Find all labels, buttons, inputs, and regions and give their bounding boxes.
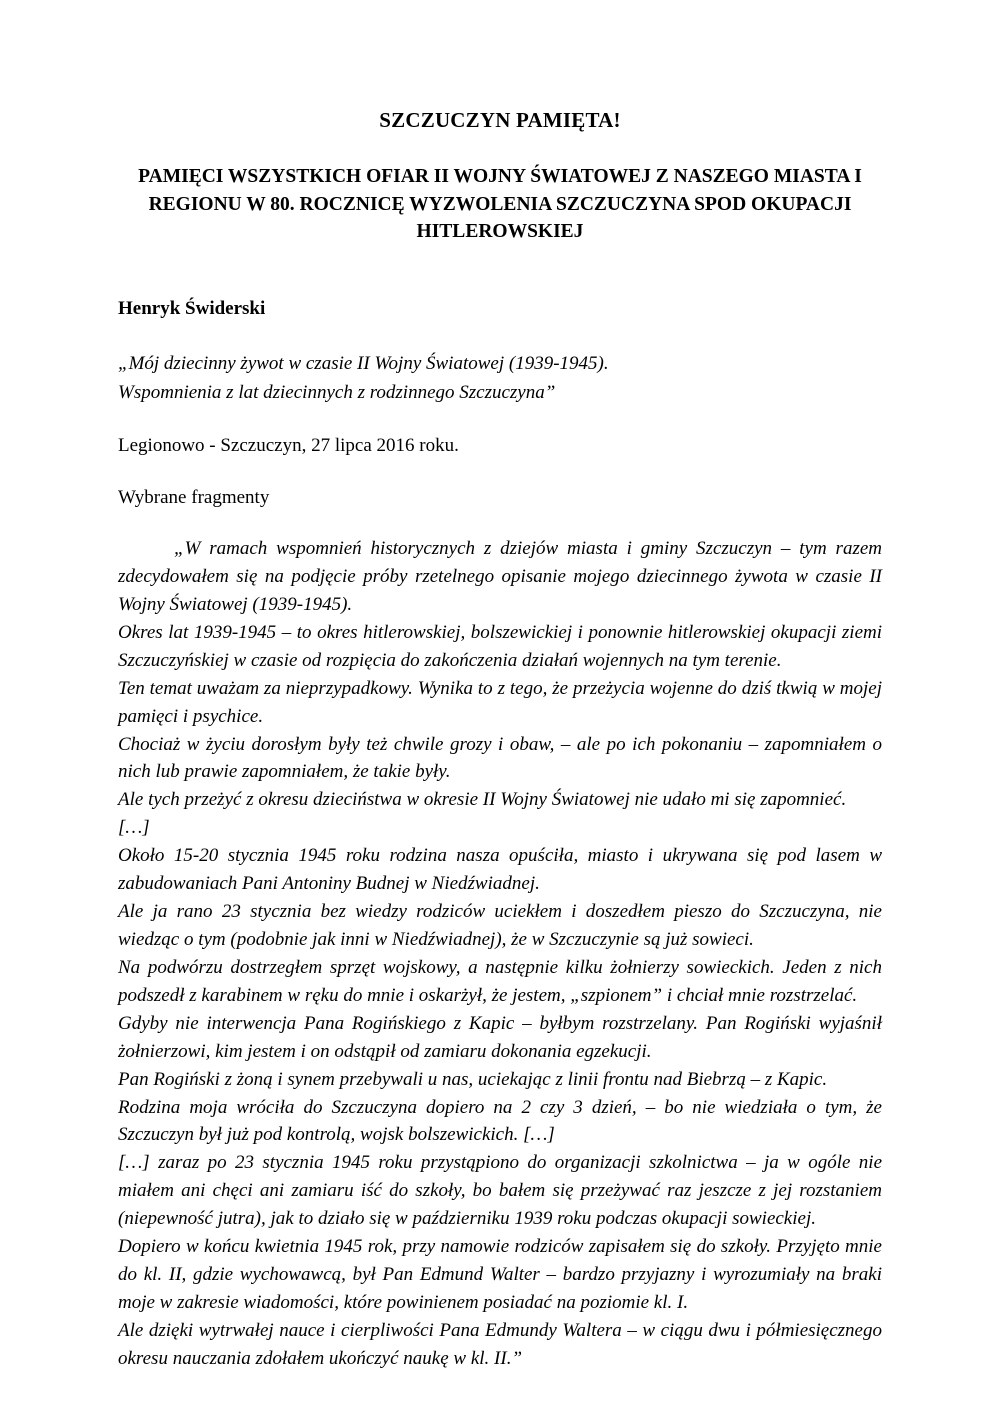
paragraph: „W ramach wspomnień historycznych z dziejów miasta i gminy Szczuczyn – tym razem zdecydowałem się na podjęcie próby rzetelnego opisanie mojego dziecinnego żywota w czasie II Wojny Światowej (1939-1945). <box>118 538 882 615</box>
paragraph: Na podwórzu dostrzegłem sprzęt wojskowy, a następnie kilku żołnierzy sowieckich. Jeden z nich podszedł z karabinem w ręku do mnie i oskarżył, że jestem, „szpionem” i chciał mnie rozstrzelać. <box>118 956 882 1006</box>
page-subtitle: PAMIĘCI WSZYSTKICH OFIAR II WOJNY ŚWIATOWEJ Z NASZEGO MIASTA I REGIONU W 80. ROCZNICĘ WYZWOLENIA SZCZUCZYNA SPOD OKUPACJI HITLEROWSKIEJ <box>138 166 862 243</box>
paragraph: Pan Rogiński z żoną i synem przebywali u nas, uciekając z linii frontu nad Biebrzą – z Kapic. <box>118 1068 828 1090</box>
paragraph: Ale dzięki wytrwałej nauce i cierpliwości Pana Edmundy Waltera – w ciągu dwu i półmiesięcznego okresu nauczania zdołałem ukończyć naukę w kl. II.” <box>118 1319 882 1369</box>
paragraph: Dopiero w końcu kwietnia 1945 rok, przy namowie rodziców zapisałem się do szkoły. Przyjęto mnie do kl. II, gdzie wychowawcą, był Pan Edmund Walter – bardzo przyjazny i wyrozumiały na braki moje w zakresie wiadomości, które powinienem posiadać na poziomie kl. I. <box>118 1236 882 1313</box>
page-title: SZCZUCZYN PAMIĘTA! <box>379 108 621 132</box>
author-name: Henryk Świderski <box>118 298 266 320</box>
paragraph: Chociaż w życiu dorosłym były też chwile grozy i obaw, – ale po ich pokonaniu – zapomniałem o nich lub prawie zapomniałem, że takie były. <box>118 733 882 783</box>
body-text <box>118 535 882 1373</box>
place-and-date: Legionowo - Szczuczyn, 27 lipca 2016 roku. <box>118 435 459 457</box>
paragraph: Ale ja rano 23 stycznia bez wiedzy rodziców uciekłem i doszedłem pieszo do Szczuczyna, nie wiedząc o tym (podobnie jak inni w Niedźwiadnej), że w Szczuczynie są już sowieci. <box>118 901 882 950</box>
paragraph: Ten temat uważam za nieprzypadkowy. Wynika to z tego, że przeżycia wojenne do dziś tkwią w mojej pamięci i psychice. <box>118 677 882 727</box>
paragraph: Gdyby nie interwencja Pana Rogińskiego z Kapic – byłbym rozstrzelany. Pan Rogiński wyjaśnił żołnierzowi, kim jestem i on odstąpił od zamiaru dokonania egzekucji. <box>118 1012 882 1062</box>
paragraph: […] <box>118 817 150 839</box>
selection-note: Wybrane fragmenty <box>118 487 270 509</box>
work-title-line-1: „Mój dziecinny żywot w czasie II Wojny Światowej (1939-1945). <box>118 353 609 375</box>
paragraph: […] zaraz po 23 stycznia 1945 roku przystąpiono do organizacji szkolnictwa – ja w ogóle nie miałem ani chęci ani zamiaru iść do szkoły, bo bałem się przeżywać raz jeszcze z jej rozstaniem (niepewność jutra), jak to działo się w październiku 1939 roku podczas okupacji sowieckiej. <box>118 1152 882 1230</box>
work-title <box>118 350 882 407</box>
work-title-line-2: Wspomnienia z lat dziecinnych z rodzinnego Szczuczyna” <box>118 381 556 403</box>
paragraph: Okres lat 1939-1945 – to okres hitlerowskiej, bolszewickiej i ponownie hitlerowskiej okupacji ziemi Szczuczyńskiej w czasie od rozpięcia do zakończenia działań wojennych na tym terenie. <box>118 621 882 671</box>
paragraph: Ale tych przeżyć z okresu dzieciństwa w okresie II Wojny Światowej nie udało mi się zapomnieć. <box>118 789 847 811</box>
paragraph: Około 15-20 stycznia 1945 roku rodzina nasza opuściła, miasto i ukrywana się pod lasem w zabudowaniach Pani Antoniny Budnej w Niedźwiadnej. <box>118 845 882 895</box>
paragraph: Rodzina moja wróciła do Szczuczyna dopiero na 2 czy 3 dzień, – bo nie wiedziała o tym, że Szczuczyn był już pod kontrolą, wojsk bolszewickich. […] <box>118 1096 882 1146</box>
